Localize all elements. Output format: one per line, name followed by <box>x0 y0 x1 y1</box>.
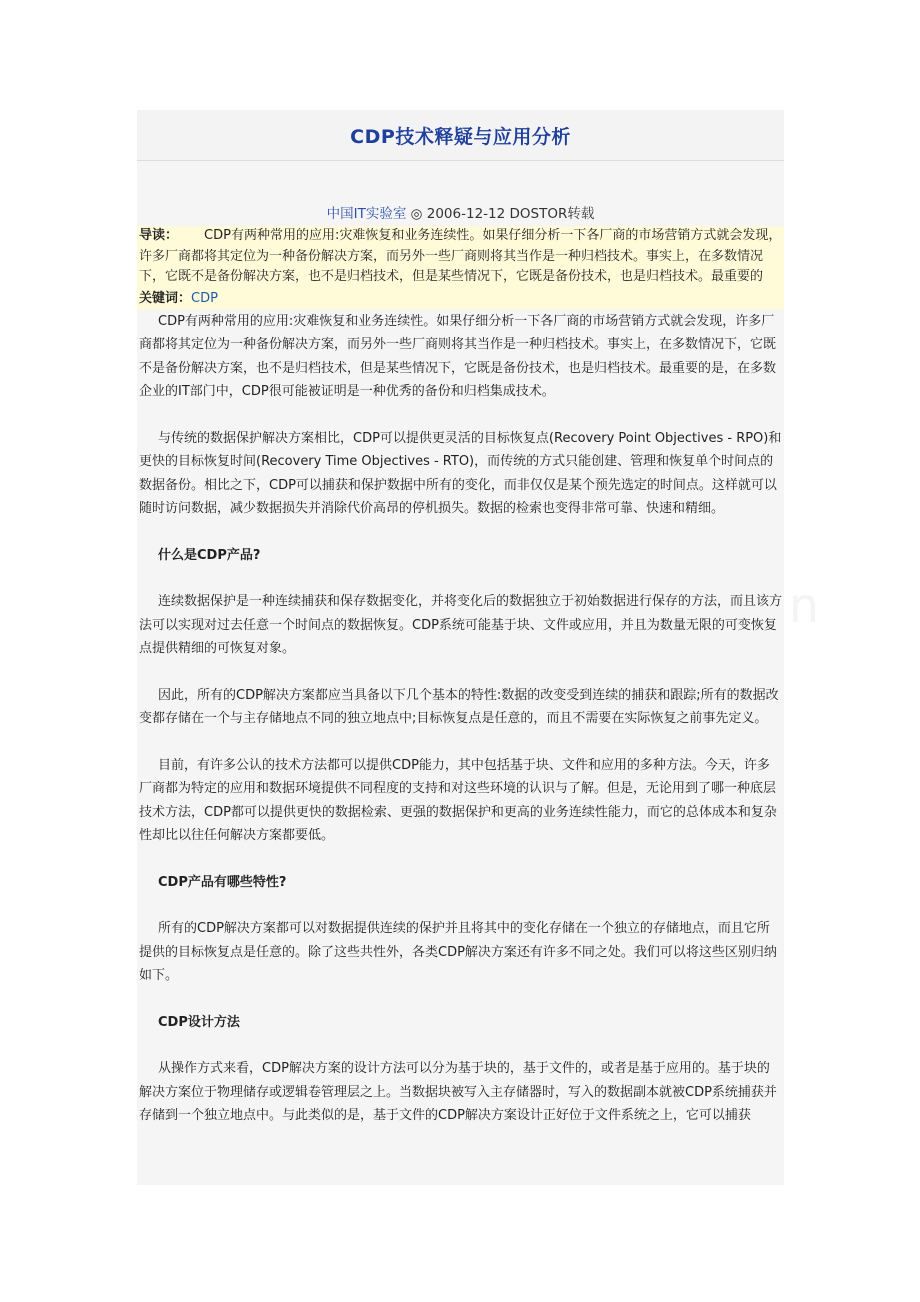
summary-box <box>137 226 784 288</box>
article-source <box>137 204 784 224</box>
paragraph-4: 因此，所有的CDP解决方案都应当具备以下几个基本的特性:数据的改变受到连续的捕获和跟踪;所有的数据改变都存储在一个与主存储地点不同的独立地点中;目标恢复点是任意的，而且不需要在实际恢复之前事先定义。 <box>139 687 779 726</box>
article-body <box>137 310 784 1128</box>
keywords-label: 关键词： <box>139 290 192 306</box>
paragraph-1: CDP有两种常用的应用:灾难恢复和业务连续性。如果仔细分析一下各厂商的市场营销方式就会发现，许多厂商都将其定位为一种备份解决方案，而另外一些厂商则将其当作是一种归档技术。事实上，在多数情况下，它既不是备份解决方案，也不是归档技术，但是某些情况下，它既是备份技术，也是归档技术。最重要的是，在多数企业的IT部门中，CDP很可能被证明是一种优秀的备份和归档集成技术。 <box>139 313 777 399</box>
summary-text: CDP有两种常用的应用:灾难恢复和业务连续性。如果仔细分析一下各厂商的市场营销方式就会发现，许多厂商都将其定位为一种备份解决方案，而另外一些厂商则将其当作是一种归档技术。事实上，在多数情况下，它既不是备份解决方案，也不是归档技术，但是某些情况下，它既是备份技术，也是归档技术。最重要的 <box>139 228 782 284</box>
paragraph-5: 目前，有许多公认的技术方法都可以提供CDP能力，其中包括基于块、文件和应用的多种方法。今天，许多厂商都为特定的应用和数据环境提供不同程度的支持和对这些环境的认识与了解。但是，无论用到了哪一种底层技术方法，CDP都可以提供更快的数据检索、更强的数据保护和更高的业务连续性能力，而它的总体成本和复杂性却比以往任何解决方案都要低。 <box>139 757 777 843</box>
paragraph-3: 连续数据保护是一种连续捕获和保存数据变化，并将变化后的数据独立于初始数据进行保存的方法，而且该方法可以实现对过去任意一个时间点的数据恢复。CDP系统可能基于块、文件或应用，并且为数量无限的可变恢复点提供精细的可恢复对象。 <box>139 594 783 656</box>
keyword-link[interactable]: CDP <box>191 290 218 306</box>
source-date: ◎ 2006-12-12 DOSTOR转载 <box>406 206 595 222</box>
heading-what-is-cdp: 什么是CDP产品? <box>158 547 261 563</box>
keywords-row <box>137 288 784 310</box>
paragraph-6: 所有的CDP解决方案都可以对数据提供连续的保护并且将其中的变化存储在一个独立的存储地点，而且它所提供的目标恢复点是任意的。除了这些共性外，各类CDP解决方案还有许多不同之处。我们可以将这些区别归纳如下。 <box>139 921 777 983</box>
paragraph-7: 从操作方式来看，CDP解决方案的设计方法可以分为基于块的，基于文件的，或者是基于应用的。基于块的解决方案位于物理储存或逻辑卷管理层之上。当数据块被写入主存储器时，写入的数据副本就被CDP系统捕获并存储到一个独立地点中。与此类似的是，基于文件的CDP解决方案设计正好位于文件系统之上，它可以捕获 <box>139 1061 777 1123</box>
article-page <box>137 110 784 1185</box>
heading-cdp-features: CDP产品有哪些特性? <box>158 874 287 890</box>
source-site-link[interactable]: 中国IT实验室 <box>326 206 407 222</box>
title-bar <box>137 110 784 161</box>
article-title: CDP技术释疑与应用分析 <box>350 125 571 148</box>
paragraph-2: 与传统的数据保护解决方案相比，CDP可以提供更灵活的目标恢复点(Recovery Point Objectives - RPO)和更快的目标恢复时间(Recovery Time Objectives - RTO)，而传统的方式只能创建、管理和恢复单个时间点的数据备份。相比之下，CDP可以捕获和保护数据中所有的变化，而非仅仅是某个预先选定的时间点。这样就可以随时访问数据，减少数据损失并消除代价高昂的停机损失。数据的检索也变得非常可靠、快速和精细。 <box>139 430 782 516</box>
summary-label: 导读： <box>139 228 179 243</box>
heading-cdp-design: CDP设计方法 <box>158 1014 240 1030</box>
